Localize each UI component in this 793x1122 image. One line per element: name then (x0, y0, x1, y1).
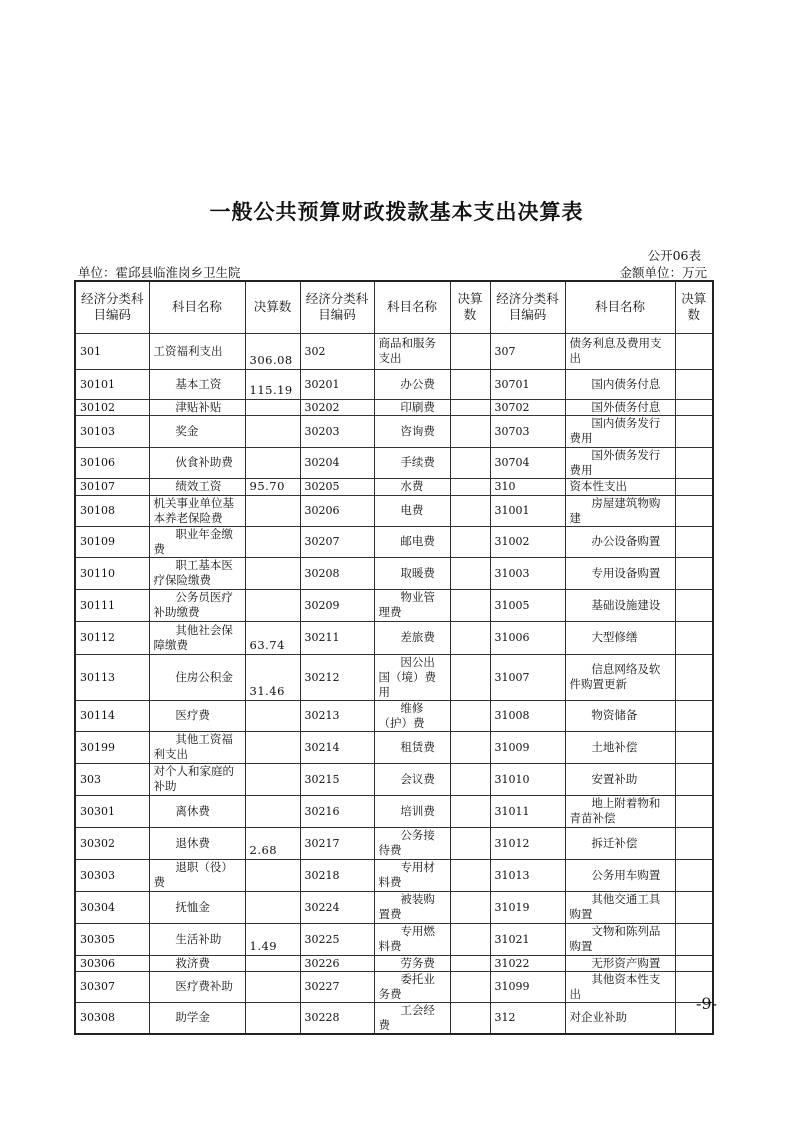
cell-code-3: 30703 (490, 415, 565, 447)
cell-code-2: 30204 (300, 447, 374, 478)
cell-value-2 (450, 369, 490, 399)
cell-name-2: 专用燃料费 (374, 923, 450, 955)
cell-code-3: 30701 (490, 369, 565, 399)
cell-name-1: 公务员医疗补助缴费 (149, 589, 245, 621)
cell-value-1 (245, 700, 300, 731)
cell-value-3 (675, 700, 713, 731)
cell-name-2: 邮电费 (374, 526, 450, 557)
table-row (75, 795, 713, 827)
table-row (75, 731, 713, 763)
document-title: 一般公共预算财政拨款基本支出决算表 (209, 199, 584, 224)
cell-name-3: 国内债务付息 (565, 369, 675, 399)
cell-name-3: 资本性支出 (565, 478, 675, 495)
cell-name-3: 公务用车购置 (565, 859, 675, 891)
cell-name-3: 大型修缮 (565, 621, 675, 654)
cell-code-2: 30212 (300, 654, 374, 700)
header-value-2: 决算数 (450, 281, 490, 333)
table-row (75, 495, 713, 526)
cell-value-3 (675, 478, 713, 495)
cell-value-3 (675, 589, 713, 621)
cell-code-2: 30225 (300, 923, 374, 955)
cell-code-1: 303 (75, 763, 149, 795)
cell-value-3 (675, 731, 713, 763)
header-code-3: 经济分类科目编码 (490, 281, 565, 333)
cell-code-1: 30108 (75, 495, 149, 526)
cell-name-1: 助学金 (149, 1002, 245, 1034)
cell-value-2 (450, 399, 490, 415)
cell-value-3 (675, 827, 713, 859)
table-row (75, 478, 713, 495)
cell-code-2: 30214 (300, 731, 374, 763)
cell-name-3: 房屋建筑物购建 (565, 495, 675, 526)
cell-code-2: 30202 (300, 399, 374, 415)
cell-value-3 (675, 495, 713, 526)
cell-name-3: 债务利息及费用支出 (565, 333, 675, 369)
cell-name-1: 对个人和家庭的补助 (149, 763, 245, 795)
cell-name-2: 培训费 (374, 795, 450, 827)
cell-name-1: 医疗费补助 (149, 971, 245, 1002)
cell-value-1 (245, 1002, 300, 1034)
cell-value-1 (245, 557, 300, 589)
cell-code-3: 31019 (490, 891, 565, 923)
header-name-3: 科目名称 (565, 281, 675, 333)
cell-code-3: 31001 (490, 495, 565, 526)
table-row (75, 654, 713, 700)
cell-value-1 (245, 955, 300, 971)
cell-name-3: 安置补助 (565, 763, 675, 795)
header-name-1: 科目名称 (149, 281, 245, 333)
cell-code-1: 30302 (75, 827, 149, 859)
cell-value-2 (450, 763, 490, 795)
cell-name-2: 专用材料费 (374, 859, 450, 891)
cell-code-2: 30213 (300, 700, 374, 731)
cell-value-3 (675, 557, 713, 589)
cell-name-1: 生活补助 (149, 923, 245, 955)
cell-value-2 (450, 731, 490, 763)
cell-name-2: 会议费 (374, 763, 450, 795)
cell-value-2 (450, 827, 490, 859)
cell-value-2 (450, 557, 490, 589)
cell-code-3: 31006 (490, 621, 565, 654)
cell-code-2: 302 (300, 333, 374, 369)
cell-code-1: 30304 (75, 891, 149, 923)
cell-code-1: 30109 (75, 526, 149, 557)
cell-code-2: 30205 (300, 478, 374, 495)
cell-code-1: 30111 (75, 589, 149, 621)
table-row (75, 763, 713, 795)
cell-code-1: 30306 (75, 955, 149, 971)
cell-name-2: 租赁费 (374, 731, 450, 763)
cell-code-3: 31021 (490, 923, 565, 955)
cell-name-3: 专用设备购置 (565, 557, 675, 589)
table-row (75, 621, 713, 654)
cell-code-2: 30211 (300, 621, 374, 654)
cell-name-1: 基本工资 (149, 369, 245, 399)
cell-value-3 (675, 447, 713, 478)
cell-value-2 (450, 923, 490, 955)
cell-code-1: 30303 (75, 859, 149, 891)
cell-code-3: 30702 (490, 399, 565, 415)
cell-name-3: 物资储备 (565, 700, 675, 731)
table-row (75, 859, 713, 891)
cell-value-1: 115.19 (245, 369, 300, 399)
cell-name-2: 取暖费 (374, 557, 450, 589)
cell-name-3: 地上附着物和青苗补偿 (565, 795, 675, 827)
cell-name-1: 退职（役）费 (149, 859, 245, 891)
cell-code-2: 30201 (300, 369, 374, 399)
cell-code-1: 30103 (75, 415, 149, 447)
expenditure-table (74, 280, 714, 1035)
cell-value-2 (450, 654, 490, 700)
cell-code-3: 31003 (490, 557, 565, 589)
cell-code-3: 31022 (490, 955, 565, 971)
cell-value-1 (245, 447, 300, 478)
cell-value-2 (450, 971, 490, 1002)
cell-name-1: 奖金 (149, 415, 245, 447)
cell-name-1: 住房公积金 (149, 654, 245, 700)
cell-name-1: 绩效工资 (149, 478, 245, 495)
cell-name-3: 其他交通工具购置 (565, 891, 675, 923)
cell-value-1 (245, 891, 300, 923)
cell-value-3 (675, 621, 713, 654)
cell-value-2 (450, 621, 490, 654)
table-row (75, 399, 713, 415)
cell-name-3: 文物和陈列品购置 (565, 923, 675, 955)
reporting-unit: 单位：霍邱县临淮岗乡卫生院 (78, 265, 241, 280)
cell-value-2 (450, 891, 490, 923)
table-row (75, 526, 713, 557)
cell-name-1: 津贴补贴 (149, 399, 245, 415)
cell-code-2: 30207 (300, 526, 374, 557)
cell-name-3: 基础设施建设 (565, 589, 675, 621)
table-row (75, 1002, 713, 1034)
cell-value-1 (245, 399, 300, 415)
cell-value-1: 95.70 (245, 478, 300, 495)
table-body (75, 333, 713, 1034)
cell-code-1: 301 (75, 333, 149, 369)
cell-name-1: 救济费 (149, 955, 245, 971)
header-name-2: 科目名称 (374, 281, 450, 333)
cell-code-3: 31008 (490, 700, 565, 731)
cell-value-2 (450, 700, 490, 731)
cell-name-2: 物业管理费 (374, 589, 450, 621)
cell-value-1 (245, 971, 300, 1002)
cell-code-1: 30199 (75, 731, 149, 763)
cell-value-2 (450, 333, 490, 369)
table-row (75, 369, 713, 399)
cell-name-3: 无形资产购置 (565, 955, 675, 971)
cell-code-1: 30301 (75, 795, 149, 827)
cell-name-3: 土地补偿 (565, 731, 675, 763)
cell-code-1: 30113 (75, 654, 149, 700)
cell-code-1: 30112 (75, 621, 149, 654)
table-row (75, 827, 713, 859)
cell-value-2 (450, 859, 490, 891)
cell-code-2: 30209 (300, 589, 374, 621)
cell-code-2: 30206 (300, 495, 374, 526)
cell-code-1: 30102 (75, 399, 149, 415)
cell-code-2: 30228 (300, 1002, 374, 1034)
table-row (75, 589, 713, 621)
table-row (75, 955, 713, 971)
cell-value-1 (245, 526, 300, 557)
table-row (75, 447, 713, 478)
cell-name-2: 维修（护）费 (374, 700, 450, 731)
cell-code-2: 30208 (300, 557, 374, 589)
cell-code-3: 307 (490, 333, 565, 369)
table-row (75, 971, 713, 1002)
cell-code-3: 30704 (490, 447, 565, 478)
cell-value-2 (450, 795, 490, 827)
cell-value-1: 31.46 (245, 654, 300, 700)
cell-value-2 (450, 447, 490, 478)
cell-value-1 (245, 415, 300, 447)
table-row (75, 415, 713, 447)
cell-code-2: 30217 (300, 827, 374, 859)
cell-name-2: 水费 (374, 478, 450, 495)
cell-value-3 (675, 526, 713, 557)
cell-name-2: 印刷费 (374, 399, 450, 415)
cell-code-3: 31005 (490, 589, 565, 621)
cell-code-3: 31011 (490, 795, 565, 827)
cell-value-2 (450, 415, 490, 447)
cell-code-2: 30226 (300, 955, 374, 971)
cell-name-1: 机关事业单位基本养老保险费 (149, 495, 245, 526)
cell-value-1 (245, 859, 300, 891)
cell-name-1: 其他工资福利支出 (149, 731, 245, 763)
cell-code-1: 30107 (75, 478, 149, 495)
cell-value-1 (245, 763, 300, 795)
cell-name-2: 咨询费 (374, 415, 450, 447)
cell-code-2: 30203 (300, 415, 374, 447)
cell-value-1: 63.74 (245, 621, 300, 654)
cell-value-3 (675, 763, 713, 795)
header-row (75, 281, 713, 333)
cell-name-1: 抚恤金 (149, 891, 245, 923)
cell-code-3: 31007 (490, 654, 565, 700)
cell-name-1: 职业年金缴费 (149, 526, 245, 557)
cell-code-2: 30216 (300, 795, 374, 827)
cell-value-1: 1.49 (245, 923, 300, 955)
cell-name-3: 拆迁补偿 (565, 827, 675, 859)
cell-value-3 (675, 923, 713, 955)
cell-code-3: 31099 (490, 971, 565, 1002)
cell-value-1 (245, 495, 300, 526)
cell-value-3 (675, 955, 713, 971)
cell-code-2: 30215 (300, 763, 374, 795)
cell-name-2: 办公费 (374, 369, 450, 399)
cell-code-3: 310 (490, 478, 565, 495)
cell-name-2: 电费 (374, 495, 450, 526)
cell-code-1: 30114 (75, 700, 149, 731)
cell-code-3: 31010 (490, 763, 565, 795)
money-unit: 金额单位：万元 (619, 265, 707, 280)
cell-name-3: 国外债务付息 (565, 399, 675, 415)
cell-name-2: 差旅费 (374, 621, 450, 654)
header-code-1: 经济分类科目编码 (75, 281, 149, 333)
cell-code-1: 30101 (75, 369, 149, 399)
cell-name-3: 国内债务发行费用 (565, 415, 675, 447)
cell-name-2: 公务接待费 (374, 827, 450, 859)
cell-name-1: 工资福利支出 (149, 333, 245, 369)
table-row (75, 700, 713, 731)
cell-name-2: 委托业务费 (374, 971, 450, 1002)
table-row (75, 923, 713, 955)
cell-code-1: 30110 (75, 557, 149, 589)
cell-value-3 (675, 859, 713, 891)
cell-name-1: 职工基本医疗保险缴费 (149, 557, 245, 589)
cell-value-1 (245, 795, 300, 827)
cell-value-3 (675, 891, 713, 923)
cell-code-3: 31009 (490, 731, 565, 763)
cell-value-3 (675, 795, 713, 827)
cell-name-1: 退休费 (149, 827, 245, 859)
cell-code-3: 312 (490, 1002, 565, 1034)
cell-value-1: 306.08 (245, 333, 300, 369)
cell-code-1: 30106 (75, 447, 149, 478)
cell-value-2 (450, 526, 490, 557)
cell-name-3: 国外债务发行费用 (565, 447, 675, 478)
cell-name-1: 伙食补助费 (149, 447, 245, 478)
cell-name-2: 被装购置费 (374, 891, 450, 923)
cell-value-3 (675, 369, 713, 399)
cell-name-3: 对企业补助 (565, 1002, 675, 1034)
cell-name-2: 劳务费 (374, 955, 450, 971)
cell-value-3 (675, 654, 713, 700)
header-value-3: 决算数 (675, 281, 713, 333)
cell-code-1: 30305 (75, 923, 149, 955)
cell-value-2 (450, 589, 490, 621)
table-row (75, 557, 713, 589)
cell-value-3 (675, 399, 713, 415)
cell-value-2 (450, 1002, 490, 1034)
cell-code-3: 31002 (490, 526, 565, 557)
form-number: 公开06表 (647, 248, 701, 263)
cell-name-2: 因公出国（境）费用 (374, 654, 450, 700)
cell-name-1: 医疗费 (149, 700, 245, 731)
cell-code-3: 31013 (490, 859, 565, 891)
cell-name-2: 手续费 (374, 447, 450, 478)
cell-value-3 (675, 415, 713, 447)
table-row (75, 891, 713, 923)
cell-code-2: 30218 (300, 859, 374, 891)
cell-name-2: 商品和服务支出 (374, 333, 450, 369)
cell-name-3: 信息网络及软件购置更新 (565, 654, 675, 700)
cell-value-3 (675, 333, 713, 369)
cell-value-2 (450, 955, 490, 971)
cell-code-1: 30307 (75, 971, 149, 1002)
header-code-2: 经济分类科目编码 (300, 281, 374, 333)
table-row (75, 333, 713, 369)
cell-code-2: 30224 (300, 891, 374, 923)
cell-value-1 (245, 731, 300, 763)
page-number: -9- (696, 994, 717, 1013)
cell-code-1: 30308 (75, 1002, 149, 1034)
cell-name-3: 其他资本性支出 (565, 971, 675, 1002)
cell-value-1 (245, 589, 300, 621)
cell-code-2: 30227 (300, 971, 374, 1002)
cell-code-3: 31012 (490, 827, 565, 859)
cell-name-2: 工会经费 (374, 1002, 450, 1034)
cell-name-3: 办公设备购置 (565, 526, 675, 557)
cell-name-1: 离休费 (149, 795, 245, 827)
cell-value-2 (450, 495, 490, 526)
cell-name-1: 其他社会保障缴费 (149, 621, 245, 654)
cell-value-2 (450, 478, 490, 495)
header-value-1: 决算数 (245, 281, 300, 333)
cell-value-1: 2.68 (245, 827, 300, 859)
